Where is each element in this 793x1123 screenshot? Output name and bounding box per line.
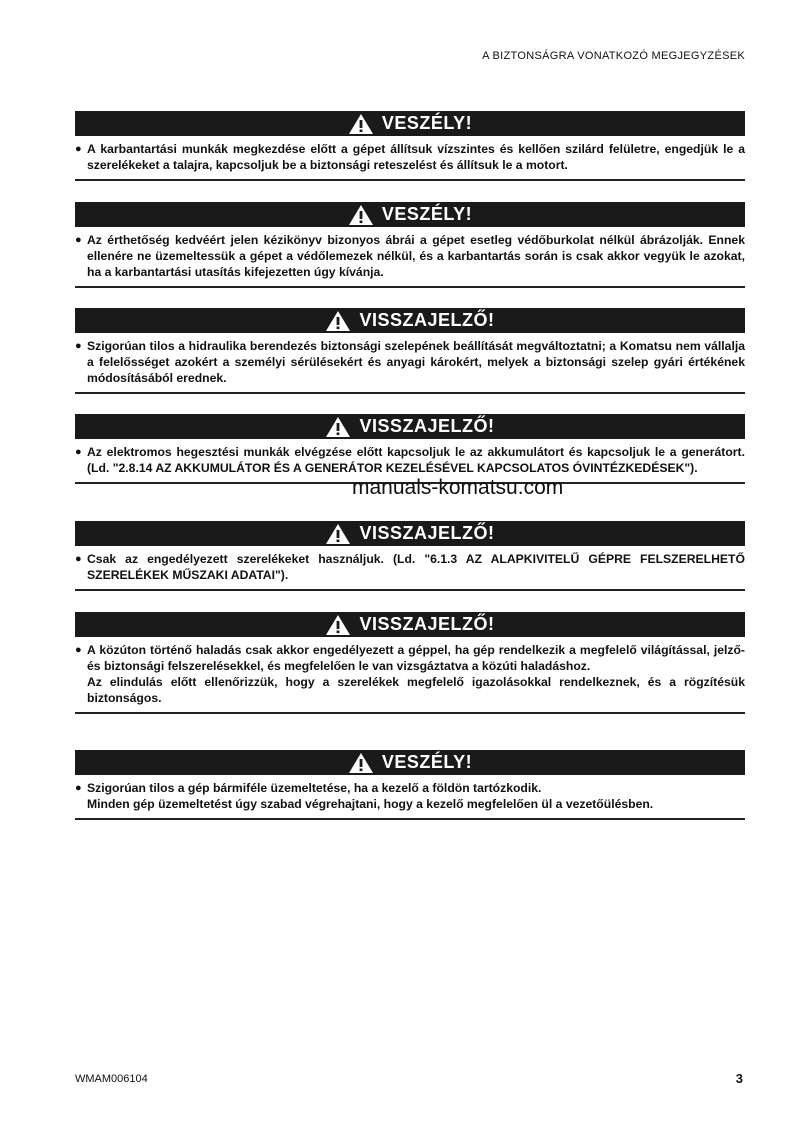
running-header: A BIZTONSÁGRA VONATKOZÓ MEGJEGYZÉSEK xyxy=(482,50,745,62)
paragraph: Szigorúan tilos a gép bármiféle üzemeltetése, ha a kezelő a földön tartózkodik. xyxy=(87,781,542,795)
paragraph: A karbantartási munkák megkezdése előtt a gépet állítsuk vízszintes és kellően szilárd felületre, engedjük le a szerelékeket a talajra, kapcsoljuk be a biztonsági reteszelést és állítsuk le a motort. xyxy=(87,142,745,172)
list-item: ● A karbantartási munkák megkezdése előtt a gépet állítsuk vízszintes és kellően szilárd felületre, engedjük le a szerelékeket a talajra, kapcsoljuk be a biztonsági reteszelést és állítsuk le a motort. xyxy=(75,142,745,172)
warning-triangle-icon xyxy=(348,204,374,226)
warning-triangle-icon xyxy=(325,523,351,545)
paragraph: Az elektromos hegesztési munkák elvégzése előtt kapcsoljuk le az akkumulátort és kapcsoljuk le a generátort. (Ld. "2.8.14 AZ AKKUMULÁTOR ÉS A GENERÁTOR KEZELÉSÉVEL KAPCSOLATOS ÓVINTÉZKEDÉSEK"). xyxy=(87,445,745,475)
list-item: ● Szigorúan tilos a hidraulika berendezés biztonsági szelepének beállítását megváltoztatni; a Komatsu nem vállalja a felelősséget azokért a személyi sérülésekért és anyagi károkért, melyek a biztonsági szelep gyári értékének módosításából erednek. xyxy=(75,339,745,385)
list-item: ● Az érthetőség kedvéért jelen kézikönyv bizonyos ábrái a gépet esetleg védőburkolat nélkül ábrázolják. Ennek ellenére ne üzemeltessük a gépet a védőlemezek nélkül, és a karbantartás során is csak akkor vegyük le azokat, ha a karbantartási utasítás kifejezetten úgy kívánja. xyxy=(75,233,745,279)
warning-body xyxy=(75,227,745,288)
notice-body xyxy=(75,546,745,591)
notice-title: VISSZAJELZŐ! xyxy=(359,416,495,436)
list-item: ● Szigorúan tilos a gép bármiféle üzemeltetése, ha a kezelő a földön tartózkodik. Minden gép üzemeltetést úgy szabad végrehajtani, hogy a kezelő megfelelően ül a vezetőülésben. xyxy=(75,780,745,812)
warning-body xyxy=(75,136,745,181)
warning-section xyxy=(75,202,745,288)
watermark-text: manuals-komatsu.com xyxy=(352,476,564,499)
warning-triangle-icon xyxy=(348,113,374,135)
notice-section xyxy=(75,308,745,394)
notice-body xyxy=(75,637,745,714)
notice-banner xyxy=(75,414,745,439)
page-number: 3 xyxy=(735,1071,743,1086)
notice-section xyxy=(75,414,745,484)
warning-triangle-icon xyxy=(325,614,351,636)
notice-banner xyxy=(75,612,745,637)
warning-triangle-icon xyxy=(325,310,351,332)
paragraph: Minden gép üzemeltetést úgy szabad végrehajtani, hogy a kezelő megfelelően ül a vezetőülésben. xyxy=(87,797,654,811)
warning-title: VESZÉLY! xyxy=(381,113,473,133)
notice-section xyxy=(75,612,745,714)
notice-title: VISSZAJELZŐ! xyxy=(359,523,495,543)
notice-title: VISSZAJELZŐ! xyxy=(359,310,495,330)
warning-banner xyxy=(75,202,745,227)
paragraph: Az érthetőség kedvéért jelen kézikönyv bizonyos ábrái a gépet esetleg védőburkolat nélkül ábrázolják. Ennek ellenére ne üzemeltessük a gépet a védőlemezek nélkül, és a karbantartás során is csak akkor vegyük le azokat, ha a karbantartási utasítás kifejezetten úgy kívánja. xyxy=(87,233,745,279)
warning-title: VESZÉLY! xyxy=(381,752,473,772)
warning-title: VESZÉLY! xyxy=(381,204,473,224)
warning-banner xyxy=(75,750,745,775)
warning-section xyxy=(75,111,745,181)
paragraph: Az elindulás előtt ellenőrizzük, hogy a szerelékek megfelelő igazolásokkal rendelkeznek, és a rögzítésük biztonságos. xyxy=(87,675,745,705)
notice-body xyxy=(75,333,745,394)
warning-body xyxy=(75,775,745,820)
warning-triangle-icon xyxy=(348,752,374,774)
notice-title: VISSZAJELZŐ! xyxy=(359,614,495,634)
paragraph: A közúton történő haladás csak akkor engedélyezett a géppel, ha gép rendelkezik a megfelelő világítással, jelző- és biztonsági felszerelésekkel, és megfelelően le van vizsgáztatva a közúti haladáshoz. xyxy=(87,643,745,673)
document-code: WMAM006104 xyxy=(75,1073,148,1085)
notice-banner xyxy=(75,308,745,333)
warning-section xyxy=(75,750,745,820)
list-item: ● A közúton történő haladás csak akkor engedélyezett a géppel, ha gép rendelkezik a megfelelő világítással, jelző- és biztonsági felszerelésekkel, és megfelelően le van vizsgáztatva a közúti haladáshoz. Az elindulás előtt ellenőrizzük, hogy a szerelékek megfelelő igazolásokkal rendelkeznek, és a rögzítésük biztonságos. xyxy=(75,643,745,705)
list-item: ● Csak az engedélyezett szerelékeket használjuk. (Ld. "6.1.3 AZ ALAPKIVITELŰ GÉPRE FELSZERELHETŐ SZERELÉKEK MŰSZAKI ADATAI"). xyxy=(75,552,745,582)
list-item: ● Az elektromos hegesztési munkák elvégzése előtt kapcsoljuk le az akkumulátort és kapcsoljuk le a generátort. (Ld. "2.8.14 AZ AKKUMULÁTOR ÉS A GENERÁTOR KEZELÉSÉVEL KAPCSOLATOS ÓVINTÉZKEDÉSEK"). xyxy=(75,445,745,475)
warning-triangle-icon xyxy=(325,416,351,438)
paragraph: Csak az engedélyezett szerelékeket használjuk. (Ld. "6.1.3 AZ ALAPKIVITELŰ GÉPRE FELSZERELHETŐ SZERELÉKEK MŰSZAKI ADATAI"). xyxy=(87,552,745,582)
warning-banner xyxy=(75,111,745,136)
notice-banner xyxy=(75,521,745,546)
notice-section xyxy=(75,521,745,591)
paragraph: Szigorúan tilos a hidraulika berendezés biztonsági szelepének beállítását megváltoztatni; a Komatsu nem vállalja a felelősséget azokért a személyi sérülésekért és anyagi károkért, melyek a biztonsági szelep gyári értékének módosításából erednek. xyxy=(87,339,745,385)
